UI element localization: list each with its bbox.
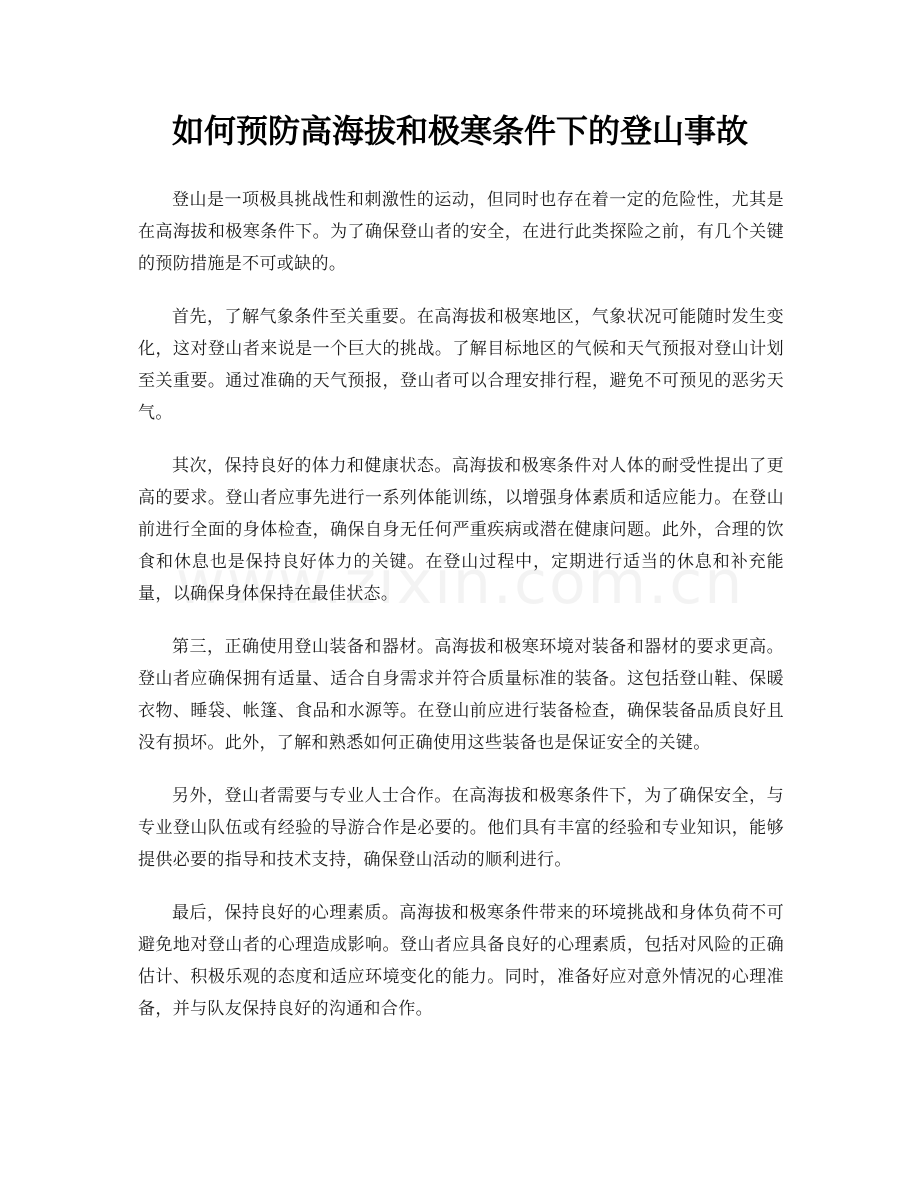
- paragraph-intro: 登山是一项极具挑战性和刺激性的运动，但同时也存在着一定的危险性，尤其是在高海拔和极寒条件下。为了确保登山者的安全，在进行此类探险之前，有几个关键的预防措施是不可或缺的。: [138, 190, 784, 274]
- document-title: 如何预防高海拔和极寒条件下的登山事故: [171, 112, 748, 150]
- paragraph-psychology: 最后，保持良好的心理素质。高海拔和极寒条件带来的环境挑战和身体负荷不可避免地对登山者的心理造成影响。登山者应具备良好的心理素质，包括对风险的正确估计、积极乐观的态度和适应环境变化的能力。同时，准备好应对意外情况的心理准备，并与队友保持良好的沟通和合作。: [138, 903, 784, 1019]
- paragraph-professionals: 另外，登山者需要与专业人士合作。在高海拔和极寒条件下，为了确保安全，与专业登山队伍或有经验的导游合作是必要的。他们具有丰富的经验和专业知识，能够提供必要的指导和技术支持，确保登山活动的顺利进行。: [138, 786, 784, 870]
- paragraph-equipment: 第三，正确使用登山装备和器材。高海拔和极寒环境对装备和器材的要求更高。登山者应确保拥有适量、适合自身需求并符合质量标准的装备。这包括登山鞋、保暖衣物、睡袋、帐篷、食品和水源等。在登山前应进行装备检查，确保装备品质良好且没有损坏。此外，了解和熟悉如何正确使用这些装备也是保证安全的关键。: [138, 637, 784, 753]
- paragraph-fitness: 其次，保持良好的体力和健康状态。高海拔和极寒条件对人体的耐受性提出了更高的要求。登山者应事先进行一系列体能训练，以增强身体素质和适应能力。在登山前进行全面的身体检查，确保自身无任何严重疾病或潜在健康问题。此外，合理的饮食和休息也是保持良好体力的关键。在登山过程中，定期进行适当的休息和补充能量，以确保身体保持在最佳状态。: [138, 456, 784, 604]
- paragraph-weather: 首先，了解气象条件至关重要。在高海拔和极寒地区，气象状况可能随时发生变化，这对登山者来说是一个巨大的挑战。了解目标地区的气候和天气预报对登山计划至关重要。通过准确的天气预报，登山者可以合理安排行程，避免不可预见的恶劣天气。: [138, 307, 784, 423]
- document-body: [138, 184, 784, 1046]
